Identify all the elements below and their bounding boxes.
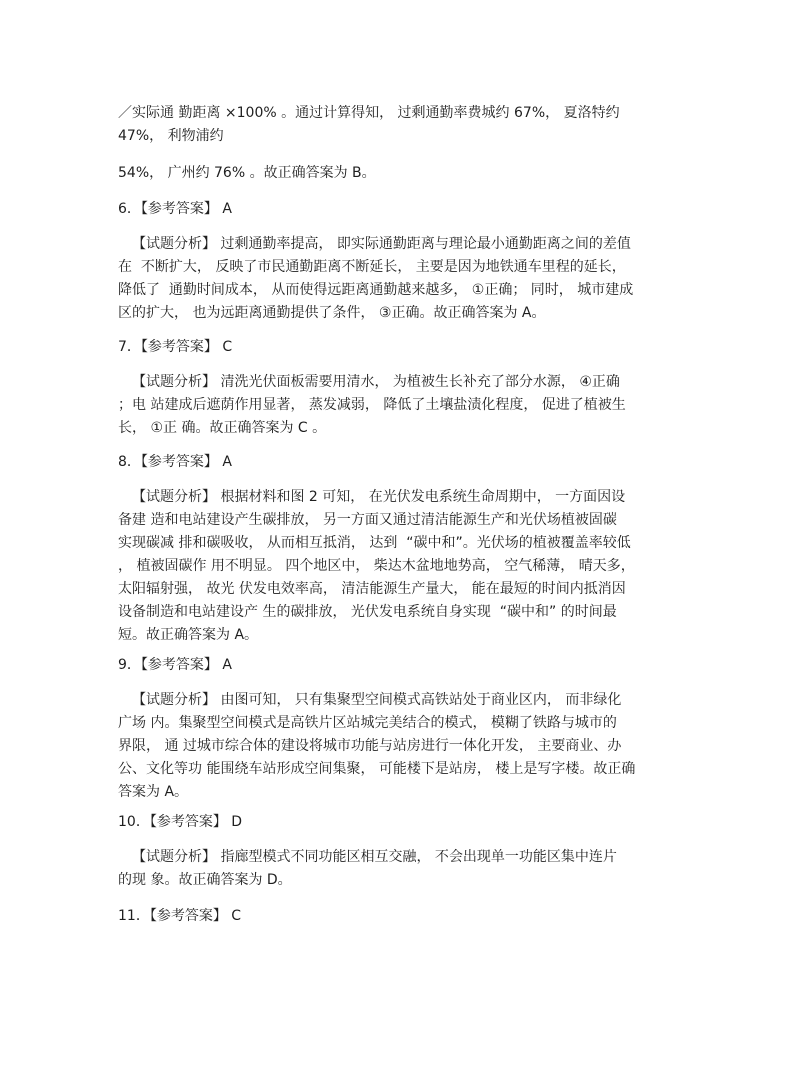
analysis-line: 长， ①正 确。故正确答案为 C 。 <box>118 420 327 436</box>
analysis-line: 答案为 A。 <box>118 784 189 800</box>
analysis-line: 【试题分析】 指廊型模式不同功能区相互交融， 不会出现单一功能区集中连片 <box>132 849 617 865</box>
analysis-line: 降低了 通勤时间成本， 从而使得远距离通勤越来越多， ①正确； 同时， 城市建成 <box>118 282 634 298</box>
analysis-line: ；电 站建成后遮荫作用显著， 蒸发减弱， 降低了土壤盐渍化程度， 促进了植被生 <box>118 397 626 413</box>
analysis-line: 设备制造和电站建设产 生的碳排放， 光伏发电系统自身实现 “碳中和” 的时间最 <box>118 604 617 620</box>
analysis-line: 在 不断扩大， 反映了市民通勤距离不断延长， 主要是因为地铁通车里程的延长， <box>118 259 626 275</box>
analysis-line: 界限， 通 过城市综合体的建设将城市功能与站房进行一体化开发， 主要商业、办 <box>118 738 622 754</box>
answer-heading: 8．【参考答案】 A <box>118 454 232 470</box>
analysis-line: 的现 象。故正确答案为 D。 <box>118 872 292 888</box>
analysis-line: 广场 内。集聚型空间模式是高铁片区站城完美结合的模式， 模糊了铁路与城市的 <box>118 715 617 731</box>
analysis-line: 备建 造和电站建设产生碳排放， 另一方面又通过清洁能源生产和光伏场植被固碳 <box>118 512 617 528</box>
text-line: 47%， 利物浦约 <box>118 128 224 144</box>
text-line: ／实际通 勤距离 ×100% 。通过计算得知， 过剩通勤率费城约 67%， 夏洛特约 <box>118 105 620 121</box>
analysis-line: 太阳辐射强， 故光 伏发电效率高， 清洁能源生产量大， 能在最短的时间内抵消因 <box>118 581 626 597</box>
answer-heading: 10．【参考答案】 D <box>118 814 243 830</box>
answer-heading: 11．【参考答案】 C <box>118 908 242 924</box>
analysis-line: 【试题分析】 过剩通勤率提高， 即实际通勤距离与理论最小通勤距离之间的差值 <box>132 236 631 252</box>
analysis-line: 【试题分析】 清洗光伏面板需要用清水， 为植被生长补充了部分水源， ④正确 <box>132 374 620 390</box>
answer-heading: 9．【参考答案】 A <box>118 657 232 673</box>
answer-heading: 6．【参考答案】 A <box>118 201 232 217</box>
analysis-line: 短。故正确答案为 A。 <box>118 627 259 643</box>
answer-heading: 7．【参考答案】 C <box>118 339 233 355</box>
analysis-line: ， 植被固碳作 用不明显。 四个地区中， 柴达木盆地地势高， 空气稀薄， 晴天多， <box>118 558 635 574</box>
analysis-line: 【试题分析】 由图可知， 只有集聚型空间模式高铁站处于商业区内， 而非绿化 <box>132 692 622 708</box>
analysis-line: 【试题分析】 根据材料和图 2 可知， 在光伏发电系统生命周期中， 一方面因设 <box>132 489 626 505</box>
text-line: 54%， 广州约 76% 。故正确答案为 B。 <box>118 165 376 181</box>
analysis-line: 区的扩大， 也为远距离通勤提供了条件， ③正确。故正确答案为 A。 <box>118 305 546 321</box>
analysis-line: 实现碳减 排和碳吸收， 从而相互抵消， 达到 “碳中和”。光伏场的植被覆盖率较低 <box>118 535 631 551</box>
analysis-line: 公、文化等功 能围绕车站形成空间集聚， 可能楼下是站房， 楼上是写字楼。故正确 <box>118 761 636 777</box>
